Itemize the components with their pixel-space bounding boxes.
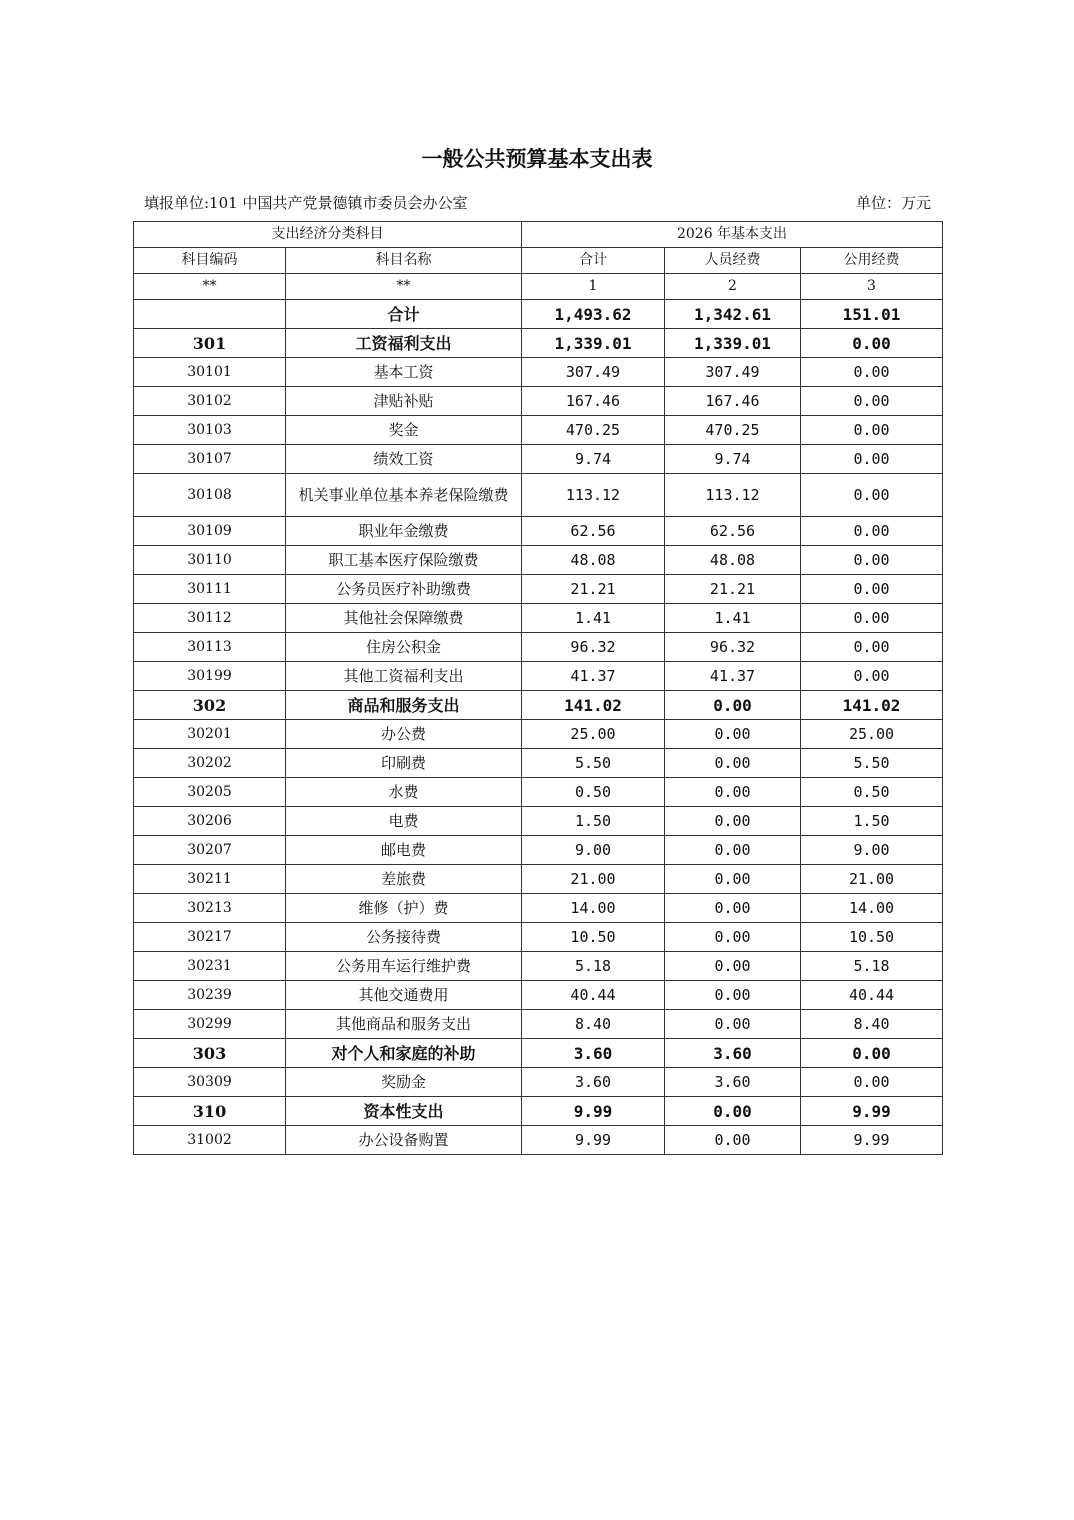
name-cell: 公务用车运行维护费 xyxy=(286,952,522,981)
name-cell: 水费 xyxy=(286,778,522,807)
index-name: ** xyxy=(286,274,522,300)
name-cell: 其他交通费用 xyxy=(286,981,522,1010)
personnel-cell: 1,342.61 xyxy=(665,300,801,329)
name-cell: 其他工资福利支出 xyxy=(286,662,522,691)
name-cell: 办公设备购置 xyxy=(286,1126,522,1155)
personnel-cell: 3.60 xyxy=(665,1039,801,1068)
code-cell: 30109 xyxy=(134,517,286,546)
personnel-cell: 0.00 xyxy=(665,691,801,720)
personnel-cell: 0.00 xyxy=(665,923,801,952)
total-cell: 41.37 xyxy=(522,662,665,691)
total-cell: 9.99 xyxy=(522,1126,665,1155)
code-cell: 30107 xyxy=(134,445,286,474)
public-cell: 0.00 xyxy=(801,546,943,575)
name-cell: 基本工资 xyxy=(286,358,522,387)
code-cell: 30239 xyxy=(134,981,286,1010)
name-cell: 电费 xyxy=(286,807,522,836)
table-row xyxy=(134,604,943,633)
personnel-cell: 3.60 xyxy=(665,1068,801,1097)
name-cell: 印刷费 xyxy=(286,749,522,778)
name-cell: 邮电费 xyxy=(286,836,522,865)
header-group-right: 2026 年基本支出 xyxy=(522,222,943,248)
personnel-cell: 0.00 xyxy=(665,836,801,865)
total-cell: 141.02 xyxy=(522,691,665,720)
fill-unit: 填报单位:101 中国共产党景德镇市委员会办公室 xyxy=(144,194,468,212)
public-cell: 0.00 xyxy=(801,1039,943,1068)
public-cell: 10.50 xyxy=(801,923,943,952)
table-row xyxy=(134,865,943,894)
personnel-cell: 96.32 xyxy=(665,633,801,662)
name-cell: 商品和服务支出 xyxy=(286,691,522,720)
table-row xyxy=(134,1097,943,1126)
code-cell: 30211 xyxy=(134,865,286,894)
name-cell: 对个人和家庭的补助 xyxy=(286,1039,522,1068)
total-cell: 3.60 xyxy=(522,1068,665,1097)
table-row xyxy=(134,416,943,445)
public-cell: 14.00 xyxy=(801,894,943,923)
personnel-cell: 113.12 xyxy=(665,474,801,517)
col-header-personnel: 人员经费 xyxy=(665,248,801,274)
total-cell: 3.60 xyxy=(522,1039,665,1068)
personnel-cell: 167.46 xyxy=(665,387,801,416)
total-cell: 25.00 xyxy=(522,720,665,749)
personnel-cell: 0.00 xyxy=(665,807,801,836)
public-cell: 0.00 xyxy=(801,633,943,662)
personnel-cell: 0.00 xyxy=(665,749,801,778)
code-cell: 30199 xyxy=(134,662,286,691)
code-cell: 30207 xyxy=(134,836,286,865)
total-cell: 5.50 xyxy=(522,749,665,778)
table-row xyxy=(134,836,943,865)
personnel-cell: 41.37 xyxy=(665,662,801,691)
public-cell: 25.00 xyxy=(801,720,943,749)
name-cell: 公务接待费 xyxy=(286,923,522,952)
name-cell: 维修（护）费 xyxy=(286,894,522,923)
total-cell: 307.49 xyxy=(522,358,665,387)
name-cell: 职业年金缴费 xyxy=(286,517,522,546)
public-cell: 9.99 xyxy=(801,1097,943,1126)
code-cell: 30309 xyxy=(134,1068,286,1097)
personnel-cell: 0.00 xyxy=(665,865,801,894)
header-group-left: 支出经济分类科目 xyxy=(134,222,522,248)
total-cell: 14.00 xyxy=(522,894,665,923)
public-cell: 0.00 xyxy=(801,358,943,387)
code-cell: 30206 xyxy=(134,807,286,836)
header-group-row xyxy=(134,222,943,248)
name-cell: 资本性支出 xyxy=(286,1097,522,1126)
total-cell: 62.56 xyxy=(522,517,665,546)
public-cell: 0.00 xyxy=(801,662,943,691)
name-cell: 奖励金 xyxy=(286,1068,522,1097)
index-total: 1 xyxy=(522,274,665,300)
table-row xyxy=(134,1068,943,1097)
code-cell: 30231 xyxy=(134,952,286,981)
total-cell: 470.25 xyxy=(522,416,665,445)
table-row xyxy=(134,894,943,923)
code-cell: 30102 xyxy=(134,387,286,416)
table-row xyxy=(134,358,943,387)
table-row xyxy=(134,720,943,749)
name-cell: 津贴补贴 xyxy=(286,387,522,416)
public-cell: 151.01 xyxy=(801,300,943,329)
code-cell: 30113 xyxy=(134,633,286,662)
public-cell: 8.40 xyxy=(801,1010,943,1039)
table-row xyxy=(134,329,943,358)
public-cell: 5.50 xyxy=(801,749,943,778)
code-cell: 30205 xyxy=(134,778,286,807)
code-cell: 30112 xyxy=(134,604,286,633)
name-cell: 其他商品和服务支出 xyxy=(286,1010,522,1039)
name-cell: 职工基本医疗保险缴费 xyxy=(286,546,522,575)
table-row xyxy=(134,778,943,807)
total-cell: 1.41 xyxy=(522,604,665,633)
total-cell: 9.00 xyxy=(522,836,665,865)
total-cell: 9.74 xyxy=(522,445,665,474)
public-cell: 0.00 xyxy=(801,416,943,445)
table-row xyxy=(134,952,943,981)
table-row xyxy=(134,1126,943,1155)
page-title: 一般公共预算基本支出表 xyxy=(421,146,653,171)
public-cell: 1.50 xyxy=(801,807,943,836)
name-cell: 公务员医疗补助缴费 xyxy=(286,575,522,604)
index-personnel: 2 xyxy=(665,274,801,300)
table-row xyxy=(134,474,943,517)
name-cell: 办公费 xyxy=(286,720,522,749)
public-cell: 9.00 xyxy=(801,836,943,865)
public-cell: 0.00 xyxy=(801,387,943,416)
public-cell: 5.18 xyxy=(801,952,943,981)
public-cell: 21.00 xyxy=(801,865,943,894)
table-row xyxy=(134,981,943,1010)
total-cell: 8.40 xyxy=(522,1010,665,1039)
total-cell: 5.18 xyxy=(522,952,665,981)
code-cell: 303 xyxy=(134,1039,286,1068)
code-cell: 30299 xyxy=(134,1010,286,1039)
code-cell: 30103 xyxy=(134,416,286,445)
name-cell: 其他社会保障缴费 xyxy=(286,604,522,633)
header-columns-row xyxy=(134,248,943,274)
name-cell: 合计 xyxy=(286,300,522,329)
table-row xyxy=(134,633,943,662)
personnel-cell: 307.49 xyxy=(665,358,801,387)
currency-unit: 单位：万元 xyxy=(855,194,931,212)
table-row xyxy=(134,1010,943,1039)
expenditure-table xyxy=(133,221,943,1155)
public-cell: 9.99 xyxy=(801,1126,943,1155)
code-cell: 31002 xyxy=(134,1126,286,1155)
code-cell xyxy=(134,300,286,329)
code-cell: 30217 xyxy=(134,923,286,952)
name-cell: 绩效工资 xyxy=(286,445,522,474)
code-cell: 30110 xyxy=(134,546,286,575)
code-cell: 30201 xyxy=(134,720,286,749)
total-cell: 48.08 xyxy=(522,546,665,575)
personnel-cell: 0.00 xyxy=(665,952,801,981)
personnel-cell: 0.00 xyxy=(665,894,801,923)
public-cell: 0.00 xyxy=(801,329,943,358)
personnel-cell: 0.00 xyxy=(665,1126,801,1155)
personnel-cell: 0.00 xyxy=(665,778,801,807)
index-code: ** xyxy=(134,274,286,300)
col-header-total: 合计 xyxy=(522,248,665,274)
table-row xyxy=(134,300,943,329)
public-cell: 0.00 xyxy=(801,1068,943,1097)
code-cell: 30108 xyxy=(134,474,286,517)
public-cell: 0.00 xyxy=(801,445,943,474)
total-cell: 21.00 xyxy=(522,865,665,894)
personnel-cell: 0.00 xyxy=(665,981,801,1010)
total-cell: 21.21 xyxy=(522,575,665,604)
personnel-cell: 21.21 xyxy=(665,575,801,604)
public-cell: 0.00 xyxy=(801,517,943,546)
table-row xyxy=(134,923,943,952)
name-cell: 工资福利支出 xyxy=(286,329,522,358)
code-cell: 302 xyxy=(134,691,286,720)
table-row xyxy=(134,517,943,546)
table-row xyxy=(134,445,943,474)
personnel-cell: 470.25 xyxy=(665,416,801,445)
header-index-row xyxy=(134,274,943,300)
name-cell: 住房公积金 xyxy=(286,633,522,662)
personnel-cell: 0.00 xyxy=(665,1097,801,1126)
public-cell: 0.00 xyxy=(801,474,943,517)
total-cell: 96.32 xyxy=(522,633,665,662)
total-cell: 1,339.01 xyxy=(522,329,665,358)
total-cell: 0.50 xyxy=(522,778,665,807)
total-cell: 113.12 xyxy=(522,474,665,517)
public-cell: 0.00 xyxy=(801,575,943,604)
total-cell: 167.46 xyxy=(522,387,665,416)
table-row xyxy=(134,546,943,575)
name-cell: 差旅费 xyxy=(286,865,522,894)
code-cell: 30202 xyxy=(134,749,286,778)
personnel-cell: 1,339.01 xyxy=(665,329,801,358)
personnel-cell: 0.00 xyxy=(665,720,801,749)
col-header-public: 公用经费 xyxy=(801,248,943,274)
code-cell: 30111 xyxy=(134,575,286,604)
code-cell: 30213 xyxy=(134,894,286,923)
public-cell: 0.00 xyxy=(801,604,943,633)
code-cell: 310 xyxy=(134,1097,286,1126)
table-row xyxy=(134,662,943,691)
table-row xyxy=(134,575,943,604)
table-row xyxy=(134,387,943,416)
name-cell: 奖金 xyxy=(286,416,522,445)
table-row xyxy=(134,807,943,836)
total-cell: 9.99 xyxy=(522,1097,665,1126)
code-cell: 30101 xyxy=(134,358,286,387)
name-cell: 机关事业单位基本养老保险缴费 xyxy=(286,474,522,517)
total-cell: 1.50 xyxy=(522,807,665,836)
personnel-cell: 9.74 xyxy=(665,445,801,474)
table-row xyxy=(134,749,943,778)
table-row xyxy=(134,1039,943,1068)
personnel-cell: 62.56 xyxy=(665,517,801,546)
col-header-name: 科目名称 xyxy=(286,248,522,274)
personnel-cell: 0.00 xyxy=(665,1010,801,1039)
total-cell: 10.50 xyxy=(522,923,665,952)
code-cell: 301 xyxy=(134,329,286,358)
personnel-cell: 48.08 xyxy=(665,546,801,575)
public-cell: 40.44 xyxy=(801,981,943,1010)
col-header-code: 科目编码 xyxy=(134,248,286,274)
index-public: 3 xyxy=(801,274,943,300)
personnel-cell: 1.41 xyxy=(665,604,801,633)
public-cell: 0.50 xyxy=(801,778,943,807)
public-cell: 141.02 xyxy=(801,691,943,720)
table-row xyxy=(134,691,943,720)
total-cell: 40.44 xyxy=(522,981,665,1010)
total-cell: 1,493.62 xyxy=(522,300,665,329)
